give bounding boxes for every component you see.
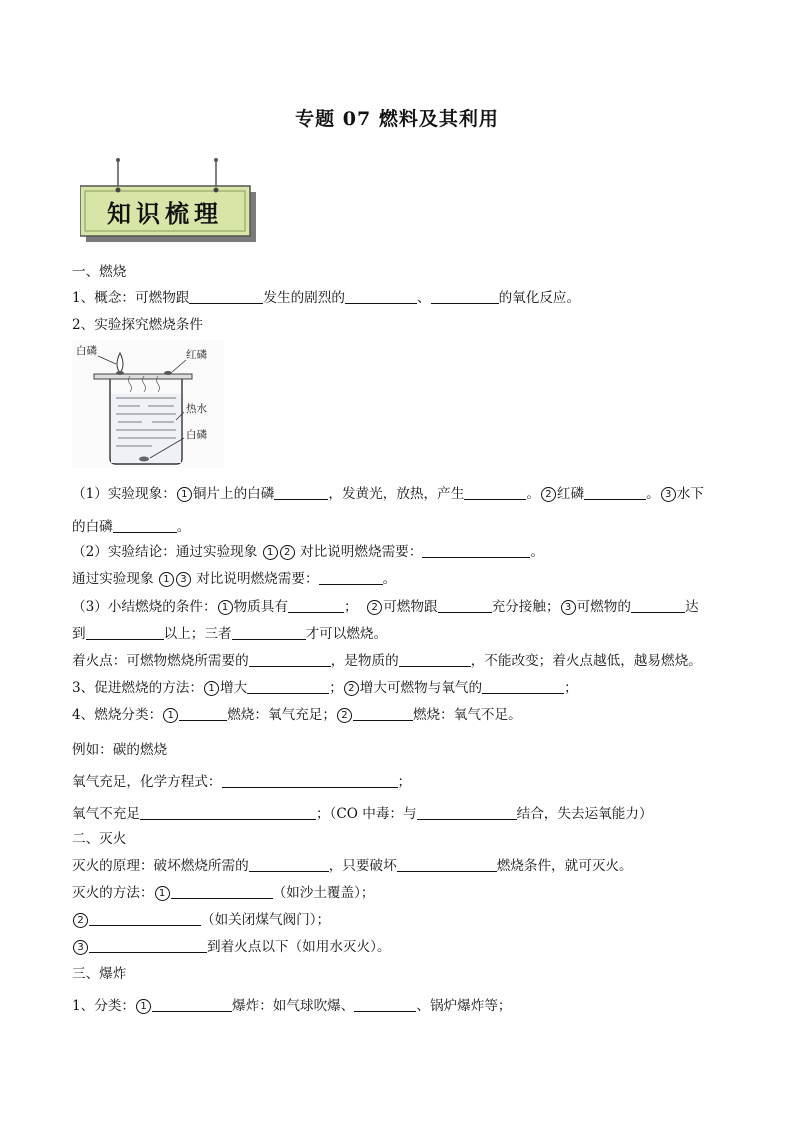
blank[interactable] [422, 542, 530, 558]
blank[interactable] [288, 597, 344, 613]
circled-number: 1 [204, 681, 219, 696]
blank[interactable] [89, 910, 201, 926]
blank[interactable] [189, 288, 263, 304]
extinguish-method-line: 灭火的方法： 1 （如沙土覆盖）； [72, 885, 375, 901]
blank[interactable] [438, 597, 492, 613]
circled-number: 3 [661, 487, 676, 502]
circled-number: 3 [561, 600, 576, 615]
circled-number: 3 [176, 572, 191, 587]
conclusion-line: （2）实验结论：通过实验现象 1 2 对比说明燃烧需要： 。 [72, 544, 544, 560]
ignition-point-line: 着火点：可燃物燃烧所需要的 ，是物质的 ，不能改变；着火点越低，越易燃烧。 [72, 653, 702, 669]
full-oxygen-equation-line: 氧气充足，化学方程式： ； [72, 774, 412, 790]
concept-line: 1、概念：可燃物跟 发生的剧烈的 、 的氧化反应。 [72, 290, 581, 306]
promote-combustion-line: 3、促进燃烧的方法： 1 增大 ； 2 增大可燃物与氧气的 ； [72, 680, 578, 696]
section-2-heading: 二、灭火 [72, 831, 127, 847]
blank[interactable] [353, 705, 413, 721]
blank[interactable] [319, 569, 383, 585]
blank[interactable] [397, 856, 497, 872]
conclusion-line-2: 通过实验现象 1 3 对比说明燃烧需要： 。 [72, 571, 397, 587]
combustion-experiment-figure [72, 340, 224, 468]
section-1-heading: 一、燃烧 [72, 264, 127, 280]
circled-number: 1 [136, 999, 151, 1014]
blank[interactable] [464, 484, 526, 500]
figure-label-white-phosphorus-bottom: 白磷 [186, 429, 207, 441]
blank[interactable] [417, 804, 517, 820]
circled-number: 2 [73, 913, 88, 928]
blank[interactable] [431, 288, 499, 304]
blank[interactable] [584, 484, 646, 500]
banner-title: 知识梳理 [107, 200, 223, 228]
extinguish-principle-line: 灭火的原理：破坏燃烧所需的 ，只要破坏 燃烧条件，就可灭火。 [72, 858, 633, 874]
circled-number: 2 [337, 708, 352, 723]
blank[interactable] [354, 996, 416, 1012]
figure-label-red-phosphorus: 红磷 [186, 349, 207, 361]
blank[interactable] [179, 705, 227, 721]
blank[interactable] [249, 856, 329, 872]
circled-number: 1 [155, 886, 170, 901]
blank[interactable] [631, 597, 685, 613]
circled-number: 2 [344, 681, 359, 696]
blank[interactable] [222, 772, 398, 788]
extinguish-method-line-2: 2 （如关闭煤气阀门）； [72, 910, 330, 930]
blank[interactable] [89, 937, 207, 953]
section-banner [80, 158, 258, 244]
summary-line-2: 到 以上；三者 才可以燃烧。 [72, 626, 388, 642]
circled-number: 2 [367, 600, 382, 615]
blank[interactable] [232, 624, 306, 640]
combustion-classification-line: 4、燃烧分类： 1 燃烧：氧气充足； 2 燃烧：氧气不足。 [72, 707, 522, 723]
circled-number: 2 [280, 545, 295, 560]
blank[interactable] [171, 883, 273, 899]
blank[interactable] [86, 624, 164, 640]
section-3-heading: 三、爆炸 [72, 966, 127, 982]
blank[interactable] [247, 678, 329, 694]
blank[interactable] [152, 996, 232, 1012]
blank[interactable] [113, 517, 177, 533]
example-heading: 例如：碳的燃烧 [72, 742, 168, 758]
insufficient-oxygen-line: 氧气不充足 ；（CO 中毒：与 结合，失去运氧能力） [72, 806, 653, 822]
page-title: 专题 07 燃料及其利用 [295, 108, 499, 130]
circled-number: 3 [73, 940, 88, 955]
blank[interactable] [345, 288, 417, 304]
blank[interactable] [249, 651, 331, 667]
summary-line: （3）小结燃烧的条件： 1 物质具有 ； 2 可燃物跟 充分接触； 3 可燃物的 达 [72, 599, 699, 615]
circled-number: 1 [159, 572, 174, 587]
blank[interactable] [399, 651, 471, 667]
circled-number: 2 [541, 487, 556, 502]
figure-label-white-phosphorus-top: 白磷 [76, 345, 97, 357]
experiment-heading: 2、实验探究燃烧条件 [72, 317, 203, 333]
extinguish-method-line-3: 3 到着火点以下（如用水灭火）。 [72, 937, 391, 957]
explosion-classification-line: 1、分类： 1 爆炸：如气球吹爆、 、锅炉爆炸等； [72, 998, 512, 1014]
circled-number: 1 [177, 487, 192, 502]
circled-number: 1 [163, 708, 178, 723]
blank[interactable] [274, 484, 328, 500]
observation-line-2: 的白磷 。 [72, 519, 191, 535]
figure-label-hot-water: 热水 [186, 403, 207, 415]
observation-line: （1）实验现象： 1 铜片上的白磷 ，发黄光，放热，产生 。 2 红磷 。 3 水下 [72, 486, 704, 502]
blank[interactable] [482, 678, 564, 694]
circled-number: 1 [263, 545, 278, 560]
blank[interactable] [140, 804, 316, 820]
circled-number: 1 [218, 600, 233, 615]
